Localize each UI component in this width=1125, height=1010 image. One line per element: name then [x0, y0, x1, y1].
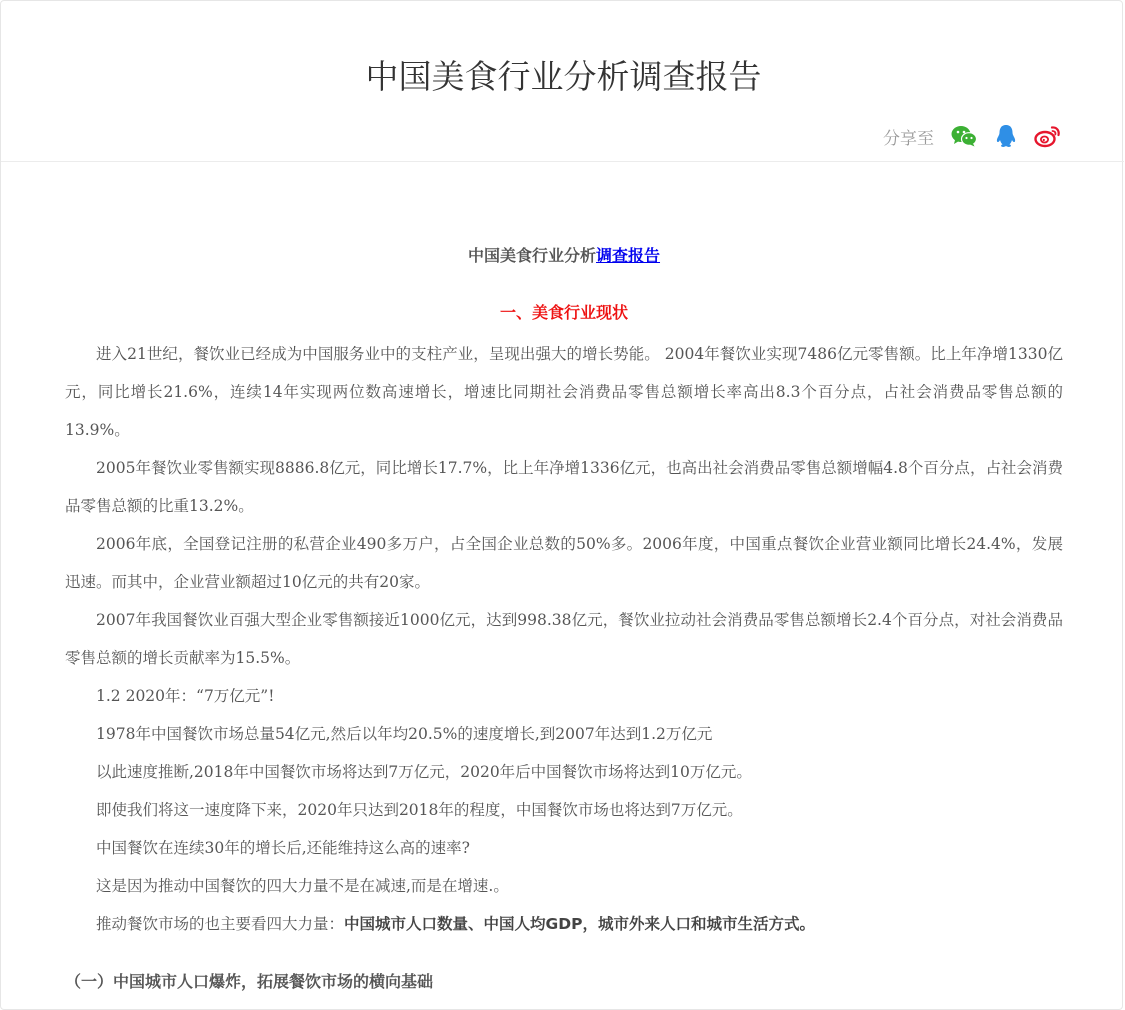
report-link[interactable]: 调查报告 — [596, 246, 661, 265]
subsection-heading: （一）中国城市人口爆炸，拓展餐饮市场的横向基础 — [65, 972, 434, 991]
share-label: 分享至 — [883, 128, 934, 149]
article-title-text: 中国美食行业分析 — [467, 246, 596, 265]
share-bar — [883, 121, 1062, 151]
paragraph-emphasis: 中国城市人口数量、中国人均GDP，城市外来人口和城市生活方式。 — [344, 915, 815, 933]
paragraph: 以此速度推断,2018年中国餐饮市场将达到7万亿元，2020年后中国餐饮市场将达到10万亿元。 — [96, 763, 752, 781]
section-heading: 一、美食行业现状 — [499, 303, 628, 322]
weibo-icon[interactable] — [1034, 122, 1062, 150]
paragraph: 进入21世纪，餐饮业已经成为中国服务业中的支柱产业，呈现出强大的增长势能。 2004年餐饮业实现7486亿元零售额。比上年净增1330亿元，同比增长21.6%，连续14年实现两位数高速增长，增速比同期社会消费品零售总额增长率高出8.3个百分点，占社会消费品零售总额的13.9%。 — [65, 345, 1063, 439]
paragraph: 2005年餐饮业零售额实现8886.8亿元，同比增长17.7%，比上年净增1336亿元，也高出社会消费品零售总额增幅4.8个百分点，占社会消费品零售总额的比重13.2%。 — [65, 459, 1063, 515]
qq-icon[interactable] — [992, 122, 1020, 150]
paragraph: 中国餐饮在连续30年的增长后,还能维持这么高的速率? — [96, 839, 470, 857]
article-header — [1, 1, 1124, 162]
paragraph: 2007年我国餐饮业百强大型企业零售额接近1000亿元，达到998.38亿元，餐饮业拉动社会消费品零售总额增长2.4个百分点，对社会消费品零售总额的增长贡献率为15.5%。 — [65, 611, 1063, 667]
paragraph: 1978年中国餐饮市场总量54亿元,然后以年均20.5%的速度增长,到2007年达到1.2万亿元 — [96, 725, 713, 743]
wechat-icon[interactable] — [950, 122, 978, 150]
page-title: 中国美食行业分析调查报告 — [365, 57, 762, 96]
paragraph: 1.2 2020年：“7万亿元”! — [96, 687, 275, 705]
article-body — [65, 239, 1063, 1001]
paragraph: 即使我们将这一速度降下来，2020年只达到2018年的程度，中国餐饮市场也将达到7万亿元。 — [96, 801, 743, 819]
paragraph: 2006年底，全国登记注册的私营企业490多万户，占全国企业总数的50%多。2006年度，中国重点餐饮企业营业额同比增长24.4%，发展迅速。而其中，企业营业额超过10亿元的共有20家。 — [65, 535, 1063, 591]
paragraph-text: 推动餐饮市场的也主要看四大力量： — [96, 915, 345, 933]
paragraph: 这是因为推动中国餐饮的四大力量不是在减速,而是在增速.。 — [96, 877, 509, 895]
article-title — [65, 239, 1063, 273]
paragraph-four-forces — [65, 905, 1063, 943]
